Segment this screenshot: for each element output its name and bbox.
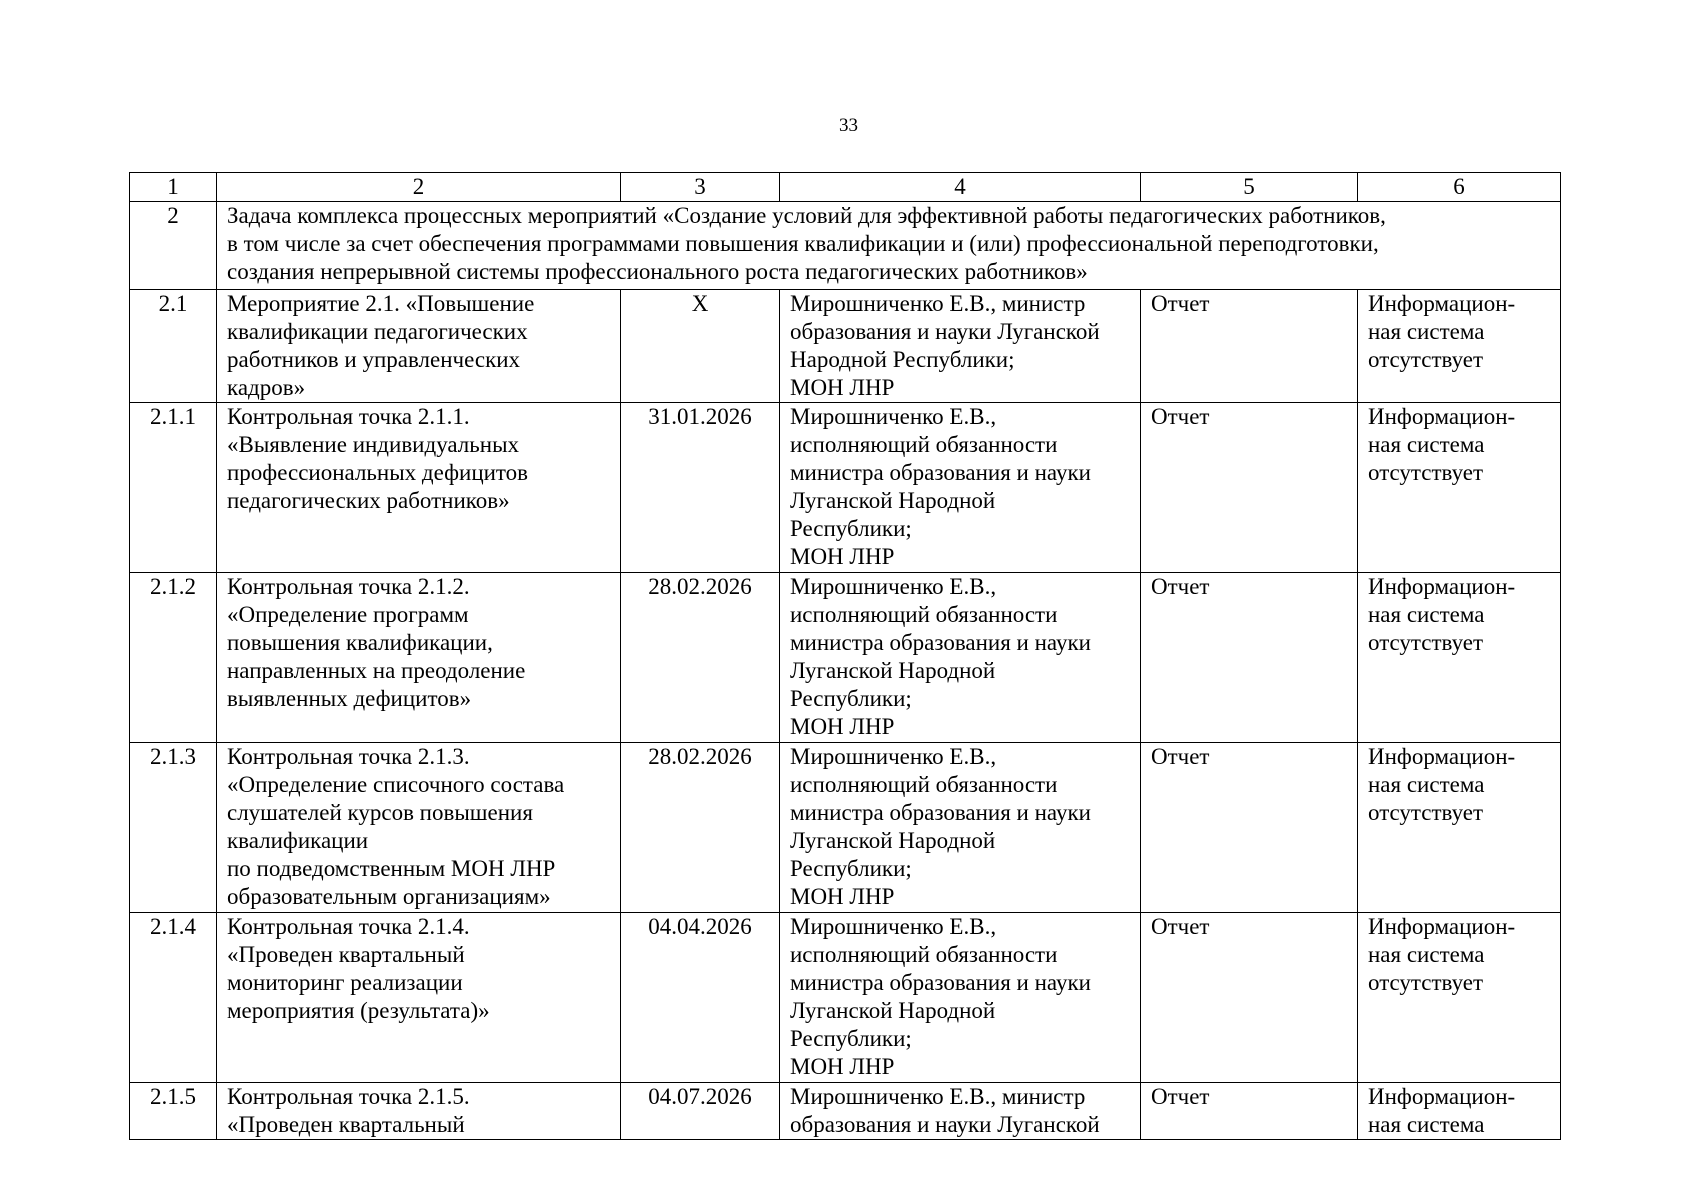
task-text: Задача комплекса процессных мероприятий «Создание условий для эффективной работы педагогических работников, в том числе за счет обеспечения программами повышения квалификации и (или) профессиональной переподготовки, создания непрерывной системы профессионального роста педагогических работников»: [217, 202, 1561, 290]
document-type: Отчет: [1141, 290, 1358, 403]
column-number: 4: [780, 173, 1141, 202]
table-row: [130, 743, 1561, 913]
responsible: Мирошниченко Е.В., исполняющий обязанности министра образования и науки Луганской Народной Республики; МОН ЛНР: [780, 403, 1141, 573]
row-number: 2.1.5: [130, 1083, 217, 1140]
information-system: Информацион- ная система отсутствует: [1358, 290, 1561, 403]
responsible: Мирошниченко Е.В., исполняющий обязанности министра образования и науки Луганской Народной Республики; МОН ЛНР: [780, 913, 1141, 1083]
activity-name: Контрольная точка 2.1.2. «Определение программ повышения квалификации, направленных на преодоление выявленных дефицитов»: [217, 573, 621, 743]
column-number-row: [130, 173, 1561, 202]
table-row: [130, 290, 1561, 403]
row-number: 2.1.4: [130, 913, 217, 1083]
row-number: 2.1: [130, 290, 217, 403]
table-row: [130, 573, 1561, 743]
row-number: 2.1.1: [130, 403, 217, 573]
responsible: Мирошниченко Е.В., исполняющий обязанности министра образования и науки Луганской Народной Республики; МОН ЛНР: [780, 743, 1141, 913]
deadline: 04.07.2026: [621, 1083, 780, 1140]
task-number: 2: [130, 202, 217, 290]
information-system: Информацион- ная система отсутствует: [1358, 743, 1561, 913]
document-type: Отчет: [1141, 403, 1358, 573]
row-number: 2.1.2: [130, 573, 217, 743]
table-row: [130, 1083, 1561, 1140]
table-row: [130, 913, 1561, 1083]
activity-name: Контрольная точка 2.1.1. «Выявление индивидуальных профессиональных дефицитов педагогических работников»: [217, 403, 621, 573]
responsible: Мирошниченко Е.В., исполняющий обязанности министра образования и науки Луганской Народной Республики; МОН ЛНР: [780, 573, 1141, 743]
activity-name: Контрольная точка 2.1.4. «Проведен квартальный мониторинг реализации мероприятия (результата)»: [217, 913, 621, 1083]
activity-name: Мероприятие 2.1. «Повышение квалификации педагогических работников и управленческих кадров»: [217, 290, 621, 403]
page-number: 33: [839, 115, 858, 136]
information-system: Информацион- ная система отсутствует: [1358, 573, 1561, 743]
plan-table: [129, 172, 1561, 1140]
deadline: 31.01.2026: [621, 403, 780, 573]
document-type: Отчет: [1141, 1083, 1358, 1140]
column-number: 5: [1141, 173, 1358, 202]
column-number: 3: [621, 173, 780, 202]
deadline: 28.02.2026: [621, 573, 780, 743]
activity-name: Контрольная точка 2.1.3. «Определение списочного состава слушателей курсов повышения квалификации по подведомственным МОН ЛНР образовательным организациям»: [217, 743, 621, 913]
information-system: Информацион- ная система: [1358, 1083, 1561, 1140]
document-type: Отчет: [1141, 913, 1358, 1083]
responsible: Мирошниченко Е.В., министр образования и науки Луганской Народной Республики; МОН ЛНР: [780, 290, 1141, 403]
deadline: X: [621, 290, 780, 403]
information-system: Информацион- ная система отсутствует: [1358, 403, 1561, 573]
information-system: Информацион- ная система отсутствует: [1358, 913, 1561, 1083]
deadline: 04.04.2026: [621, 913, 780, 1083]
responsible: Мирошниченко Е.В., министр образования и науки Луганской: [780, 1083, 1141, 1140]
task-row: [130, 202, 1561, 290]
table-row: [130, 403, 1561, 573]
column-number: 6: [1358, 173, 1561, 202]
deadline: 28.02.2026: [621, 743, 780, 913]
column-number: 2: [217, 173, 621, 202]
column-number: 1: [130, 173, 217, 202]
document-type: Отчет: [1141, 573, 1358, 743]
activity-name: Контрольная точка 2.1.5. «Проведен квартальный: [217, 1083, 621, 1140]
document-type: Отчет: [1141, 743, 1358, 913]
row-number: 2.1.3: [130, 743, 217, 913]
